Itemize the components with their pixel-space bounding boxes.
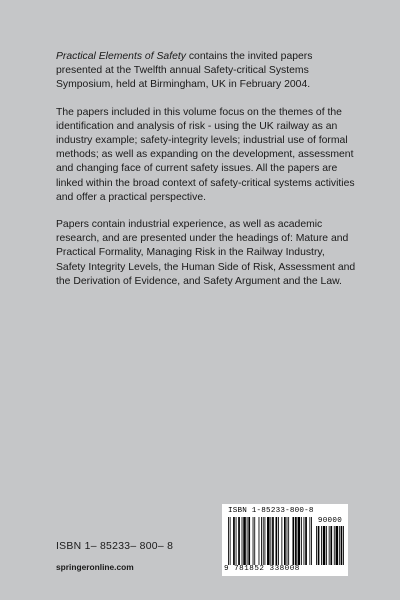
blurb-paragraph-2: The papers included in this volume focus on the themes of the identification and analysis of risk - using the UK railway as an industry example; safety-integrity levels; industrial use of formal methods; as well as expanding on the development, assessment and changing face of current safety issues. All the papers are linked within the broad context of safety-critical systems activities and offer a practical perspective. xyxy=(56,106,355,203)
barcode-bars xyxy=(228,517,312,565)
footer-isbn: ISBN 1– 85233– 800– 8 xyxy=(56,541,174,552)
blurb-paragraph-3: Papers contain industrial experience, as well as academic research, and are presented under the headings of: Mature and Practical Formality, Managing Risk in the Railway Industry, Safety Integrity Levels, the Human Side of Risk, Assessment and the Derivation of Evidence, and Safety Argument and the Law. xyxy=(56,219,356,287)
barcode-addon-bars xyxy=(316,526,344,565)
blurb-paragraph-1 xyxy=(56,50,356,93)
barcode-digits: 9 781852 338008 xyxy=(224,565,300,573)
blurb-paragraph-1-rest: contains the invited papers presented at the Twelfth annual Safety-critical Systems Symposium, held at Birmingham, UK in February 2004. xyxy=(56,51,313,91)
barcode-label xyxy=(222,504,348,576)
barcode-addon-digits: 90000 xyxy=(317,517,343,525)
barcode-isbn-text: ISBN 1-85233-800-8 xyxy=(228,507,314,515)
publisher-website: springeronline.com xyxy=(56,562,134,572)
book-title: Practical Elements of Safety xyxy=(56,51,186,62)
blurb-text xyxy=(56,50,356,302)
